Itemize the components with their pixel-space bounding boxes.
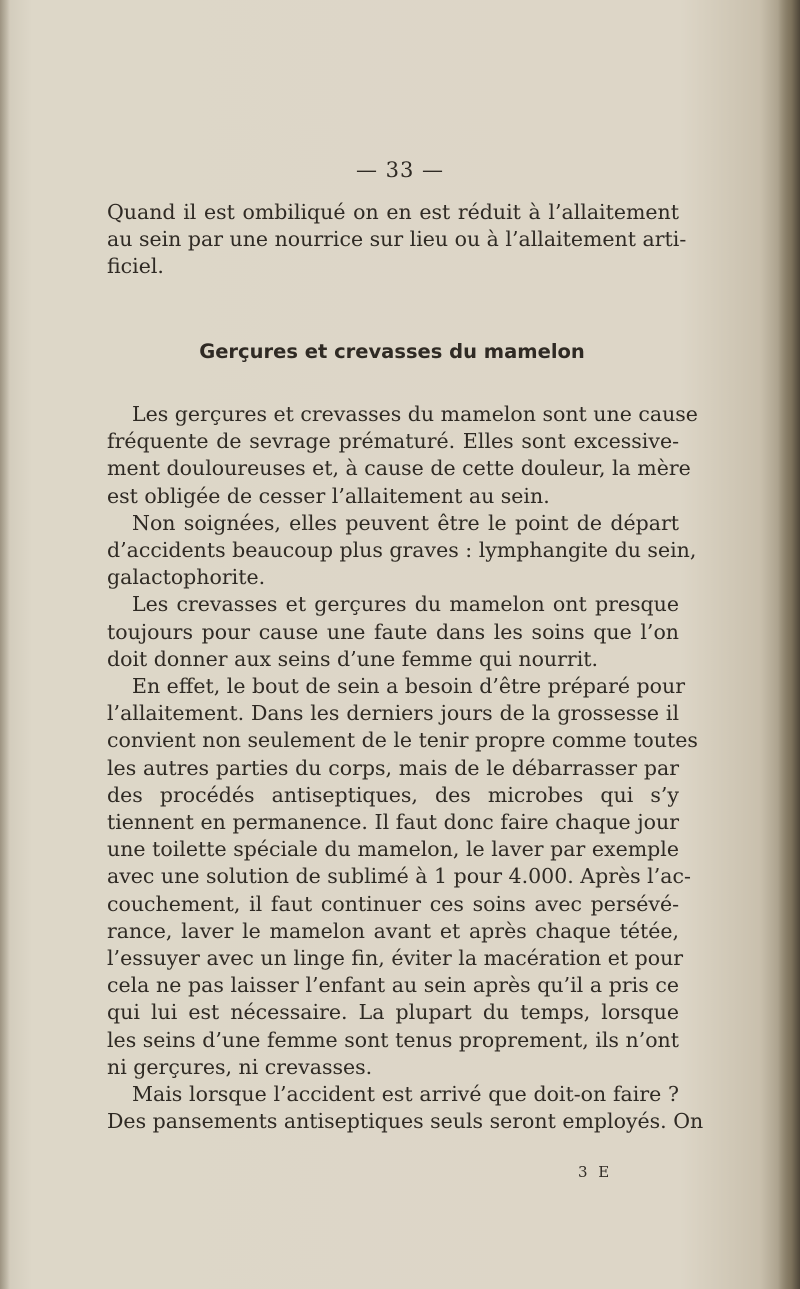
text-line: Mais lorsque l’accident est arrivé que doit-on faire ? — [132, 1082, 679, 1107]
text-line: d’accidents beaucoup plus graves : lymphangite du sein, — [107, 538, 697, 563]
section-heading: Gerçures et crevasses du mamelon — [199, 340, 585, 363]
text-line: l’essuyer avec un linge fin, éviter la macération et pour — [107, 946, 684, 971]
text-line: est obligée de cesser l’allaitement au sein. — [107, 483, 550, 508]
text-line: En effet, le bout de sein a besoin d’être préparé pour — [132, 674, 686, 699]
body-text — [107, 401, 704, 1135]
text-line: avec une solution de sublimé à 1 pour 4.000. Après l’ac- — [107, 864, 691, 889]
text-line: l’allaitement. Dans les derniers jours de la grossesse il — [107, 701, 679, 726]
intro-paragraph — [107, 199, 687, 281]
text-line: couchement, il faut continuer ces soins avec persévé- — [107, 891, 679, 916]
text-line: toujours pour cause une faute dans les soins que l’on — [107, 619, 679, 644]
text-line: tiennent en permanence. Il faut donc faire chaque jour — [107, 810, 679, 835]
text-line: ment douloureuses et, à cause de cette douleur, la mère — [107, 456, 691, 481]
text-line: une toilette spéciale du mamelon, le laver par exemple — [107, 837, 679, 862]
text-line: Les gerçures et crevasses du mamelon sont une cause — [132, 402, 698, 426]
signature-mark: 3 E — [578, 1163, 613, 1181]
text-line: des procédés antiseptiques, des microbes qui s’y — [107, 782, 679, 807]
page-left-shadow — [0, 0, 10, 1289]
text-line: au sein par une nourrice sur lieu ou à l’allaitement arti- — [107, 227, 687, 252]
text-line: les autres parties du corps, mais de le débarrasser par — [107, 755, 679, 780]
text-line: ficiel. — [107, 254, 164, 279]
text-line: les seins d’une femme sont tenus proprement, ils n’ont — [107, 1027, 679, 1052]
text-line: doit donner aux seins d’une femme qui nourrit. — [107, 646, 599, 671]
page-number: — 33 — — [355, 158, 445, 182]
text-line: Les crevasses et gerçures du mamelon ont presque — [132, 592, 679, 617]
text-line: cela ne pas laisser l’enfant au sein après qu’il a pris ce — [107, 973, 679, 998]
text-line: Non soignées, elles peuvent être le point de départ — [132, 510, 679, 535]
text-line: Des pansements antiseptiques seuls seront employés. On — [107, 1109, 704, 1134]
text-line: rance, laver le mamelon avant et après chaque tétée, — [107, 918, 679, 943]
text-line: Quand il est ombiliqué on en est réduit à l’allaitement — [107, 200, 679, 224]
text-line: fréquente de sevrage prématuré. Elles sont excessive- — [107, 429, 679, 454]
text-line: convient non seulement de le tenir propre comme toutes — [107, 728, 698, 753]
text-line: ni gerçures, ni crevasses. — [107, 1054, 373, 1079]
text-line: galactophorite. — [107, 565, 266, 590]
text-line: qui lui est nécessaire. La plupart du temps, lorsque — [107, 1000, 679, 1025]
page-right-edge — [778, 0, 800, 1289]
